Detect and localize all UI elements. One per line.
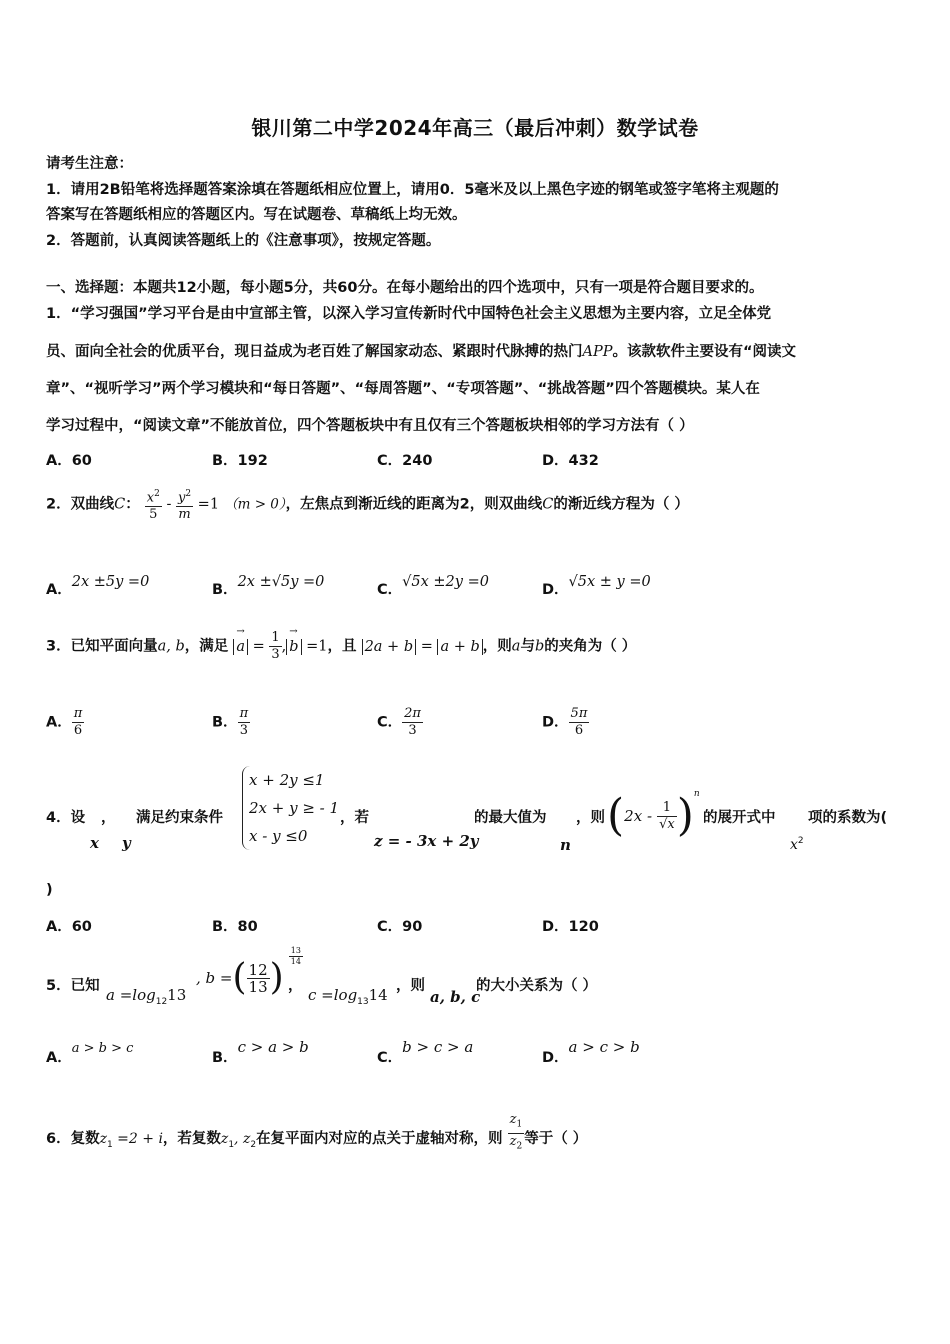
q3-eq2: =1 (301, 638, 328, 655)
q4-paren-right: ) (676, 790, 694, 841)
q4-option-d: D．120 (542, 919, 599, 935)
q3-frac-third (269, 630, 281, 663)
q5-c-def (308, 986, 388, 1007)
q6-eq: =2 + i (112, 1131, 163, 1148)
q3-eq3: = (416, 638, 438, 655)
q6-frac (508, 1112, 525, 1154)
q6-mid2: 在复平面内对应的点关于虚轴对称，则 (256, 1131, 503, 1148)
q2-five: 5 (149, 507, 158, 523)
q4-one: 1 (657, 800, 677, 817)
q1-line-1: 1．“学习强国”学习平台是由中宣部主管，以深入学习宣传新时代中国特色社会主义思想为主要内容，立足全体党 (46, 306, 772, 322)
q2-eq1: =1 (193, 496, 220, 513)
q5-d-expr: a > c > b (568, 1038, 640, 1056)
section-heading: 一、选择题：本题共12小题，每小题5分，共60分。在每小题给出的四个选项中，只有一项是符合题目要求的。 (46, 280, 764, 296)
q2-colon: ： (125, 496, 140, 513)
q2-option-a (46, 574, 150, 599)
q4-constraint-system (242, 766, 339, 850)
q6-cm: , z (234, 1131, 251, 1148)
q1-option-b: B．192 (212, 453, 268, 469)
q4-constraint-2: 2x + y ≥ - 1 (249, 799, 340, 817)
q5-a-label: A． (46, 1050, 72, 1066)
q1-app: APP (582, 344, 613, 360)
q4-max: 的最大值为 (474, 810, 547, 826)
q2-a-expr: 2x ±5y =0 (71, 574, 150, 590)
q2-stem (46, 486, 689, 523)
q2-m: m (178, 507, 191, 523)
q2-mid: ，左焦点到渐近线的距离为2，则双曲线 (285, 496, 543, 513)
q1-line-3: 章”、“视听学习”两个学习模块和“每日答题”、“每周答题”、“专项答题”、“挑战答题”四个答题模块。某人在 (46, 381, 760, 397)
q4-z-expr: z = - 3x + 2y (374, 832, 479, 850)
q5-ze: ，则 (396, 978, 425, 994)
q3-option-c (377, 706, 423, 739)
q5-a-expr: a > b > c (71, 1041, 134, 1056)
q6-fn-sub: 1 (516, 1119, 523, 1130)
q2-a-label: A． (46, 582, 72, 598)
q3-c-label: C． (377, 714, 403, 731)
q5-a-arg: 13 (167, 986, 187, 1004)
q4-n: n (560, 836, 571, 854)
q2-y: y (177, 490, 186, 506)
q3-b-frac (238, 706, 251, 739)
q3-d-label: D． (542, 714, 569, 731)
q2-pre: 2．双曲线 (46, 496, 115, 513)
q3-ab: a, b (157, 638, 185, 655)
q5-a-def (106, 986, 186, 1007)
q3-eq: = (247, 638, 270, 655)
q4-binomial (607, 789, 700, 841)
q3-lhs: 2a + b (362, 639, 417, 655)
q3-a-label: A． (46, 714, 72, 731)
q5-abc: a, b, c (430, 988, 481, 1006)
q3-d-n: 5π (570, 706, 588, 721)
q3-b-label: B． (212, 714, 238, 731)
q2-option-b (212, 574, 325, 599)
notice-header: 请考生注意： (46, 156, 133, 172)
q6-mid: ，若复数 (162, 1131, 221, 1148)
q4-b1: 2x - (624, 807, 653, 825)
q2-minus: - (161, 496, 176, 513)
q3-stem (46, 630, 636, 663)
q3-one: 1 (271, 630, 280, 645)
q2-c2: C (542, 496, 554, 513)
q5-option-b (212, 1038, 309, 1067)
q5-b-exp-d: 14 (290, 956, 301, 966)
q3-a-d: 6 (73, 723, 83, 738)
q2-b-label: B． (212, 582, 238, 598)
q2-option-c (377, 574, 489, 599)
q3-comma: , (281, 638, 287, 655)
q3-c-n: 2π (404, 706, 421, 721)
q2-frac-x: $\frac{x^2}{5}$ (145, 486, 162, 523)
q4-option-b: B．80 (212, 919, 258, 935)
q5-b-def (196, 945, 303, 1000)
q6-s1: 1 (228, 1139, 235, 1150)
q3-post1: ，则 (482, 638, 512, 655)
q4-system (242, 766, 339, 850)
q4-ze: ，则 (576, 810, 605, 826)
q4-exp: n (693, 789, 700, 800)
q4-close: ) (46, 882, 53, 898)
q5-b-exp-n: 13 (290, 945, 301, 955)
q3-with: 与 (520, 638, 535, 655)
q3-rhs: a + b (437, 639, 482, 655)
q6-fd: z (509, 1133, 517, 1149)
q5-b-frac (247, 962, 270, 995)
q2-option-d (542, 574, 651, 599)
q3-a-n: π (73, 706, 83, 721)
q5-option-c (377, 1038, 474, 1067)
q1-option-a: A．60 (46, 453, 92, 469)
q1-line-2a: 员、面向全社会的优质平台，现日益成为老百姓了解国家动态、紧跟时代脉搏的热门 (46, 344, 583, 360)
q5-c-arg: 14 (368, 986, 388, 1004)
q4-option-c: C．90 (377, 919, 423, 935)
q2-b-expr: 2x ±√5y =0 (237, 574, 325, 590)
q4-mid: 的展开式中 (703, 810, 776, 826)
q1-option-c: C．240 (377, 453, 433, 469)
q5-d-label: D． (542, 1050, 569, 1066)
q4-x: x (90, 834, 99, 852)
q4-cond: 满足约束条件 (136, 810, 223, 826)
q3-mid: ，且 (327, 638, 357, 655)
q2-c: C (114, 496, 126, 513)
q2-cond: （m > 0） (224, 496, 286, 513)
q5-option-a (46, 1041, 134, 1067)
q5-comma: ， (288, 978, 303, 994)
q5-b-d: 13 (248, 977, 268, 996)
q3-abs-a (233, 639, 248, 655)
q5-paren-left: ( (232, 957, 247, 998)
q1-line-4: 学习过程中，“阅读文章”不能放首位，四个答题板块中有且仅有三个答题板块相邻的学习方法有（ ） (46, 418, 694, 434)
q3-a-frac (72, 706, 85, 739)
q3-abs-b (286, 639, 301, 655)
q2-d-label: D． (542, 582, 569, 598)
q4-y: y (122, 834, 131, 852)
q3-three: 3 (271, 647, 280, 662)
q6-s2: 2 (250, 1139, 257, 1150)
q5-a-base: 12 (155, 996, 168, 1007)
q3-c-d: 3 (408, 723, 417, 738)
q1-line-2b: 。该款软件主要设有“阅读文 (612, 344, 797, 360)
q3-option-a (46, 706, 84, 739)
q5-option-d (542, 1038, 640, 1067)
q5-b-label: B． (212, 1050, 238, 1066)
q6-fd-sub: 2 (516, 1141, 523, 1152)
q4-constraint-1: x + 2y ≤1 (249, 771, 325, 789)
q5-pre: 5．已知 (46, 978, 100, 994)
q4-constraint-3: x - y ≤0 (249, 827, 308, 845)
q3-option-b (212, 706, 250, 739)
q4-sqrtx: √x (659, 816, 675, 832)
notice-1b: 答案写在答题纸相应的答题区内。写在试题卷、草稿纸上均无效。 (46, 207, 467, 223)
q3-pre: 3．已知平面向量 (46, 638, 158, 655)
q4-ruo: ，若 (340, 810, 369, 826)
q6-z1: z (99, 1131, 107, 1148)
notice-1a: 1．请用2B铅笔将选择题答案涂填在答题纸相应位置上，请用0．5毫米及以上黑色字迹的钢笔或签字笔将主观题的 (46, 182, 779, 198)
q2-x: x (146, 490, 155, 506)
q3-option-d (542, 706, 589, 739)
q4-post: 项的系数为( (808, 810, 888, 826)
q5-c-base: 13 (357, 996, 369, 1007)
q3-b-n: π (239, 706, 249, 721)
q3-a: a (511, 638, 521, 655)
q6-pre: 6．复数 (46, 1131, 100, 1148)
q6-post: 等于（ ） (524, 1131, 588, 1148)
q2-post: 的渐近线方程为（ ） (553, 496, 689, 513)
q5-b-pre: , b = (196, 969, 233, 987)
q2-d-expr: √5x ± y =0 (568, 574, 651, 590)
q3-d-d: 6 (574, 723, 584, 738)
q6-z1-sub: 1 (106, 1139, 113, 1150)
q3-c-frac (402, 706, 423, 739)
q4-option-a: A．60 (46, 919, 92, 935)
q5-b-n: 12 (248, 960, 268, 979)
q4-frac (657, 800, 677, 833)
q6-z12-a: z (220, 1131, 229, 1148)
q6-fn: z (509, 1112, 517, 1127)
q4-paren-left: ( (607, 790, 625, 841)
q4-x2: $x^2$ (790, 836, 804, 853)
q4-pre: 4．设 (46, 810, 86, 826)
q5-c-expr: b > c > a (402, 1038, 474, 1056)
q3-b-d: 3 (239, 723, 248, 738)
q3-vec-b: → b (289, 639, 298, 655)
q3-vec-a: → a (236, 639, 245, 655)
q1-option-d: D．432 (542, 453, 599, 469)
q3-b: b (534, 638, 545, 655)
q5-paren-right: ) (269, 957, 284, 998)
q4-comma: ， (101, 810, 116, 826)
q5-a-log: a =log (106, 986, 156, 1004)
q5-b-expr: c > a > b (237, 1038, 309, 1056)
q2-c-label: C． (377, 582, 403, 598)
q3-d-frac (569, 706, 590, 739)
exam-title: 银川第二中学2024年高三（最后冲刺）数学试卷 (251, 116, 699, 140)
q5-b-exp (289, 946, 303, 967)
q2-c-expr: √5x ±2y =0 (402, 574, 489, 590)
q3-post2: 的夹角为（ ） (544, 638, 637, 655)
q4-x2-base: x (790, 836, 798, 853)
q1-line-2 (46, 340, 796, 361)
q5-post: 的大小关系为（ ） (476, 978, 598, 994)
q5-c-label: C． (377, 1050, 403, 1066)
notice-2: 2．答题前，认真阅读答题纸上的《注意事项》，按规定答题。 (46, 233, 441, 249)
q5-c-log: c =log (308, 986, 358, 1004)
q3-cond-pre: ，满足 (184, 638, 229, 655)
q2-frac-y: $\frac{y^2}{m}$ (176, 486, 193, 523)
q6-stem (46, 1112, 588, 1160)
